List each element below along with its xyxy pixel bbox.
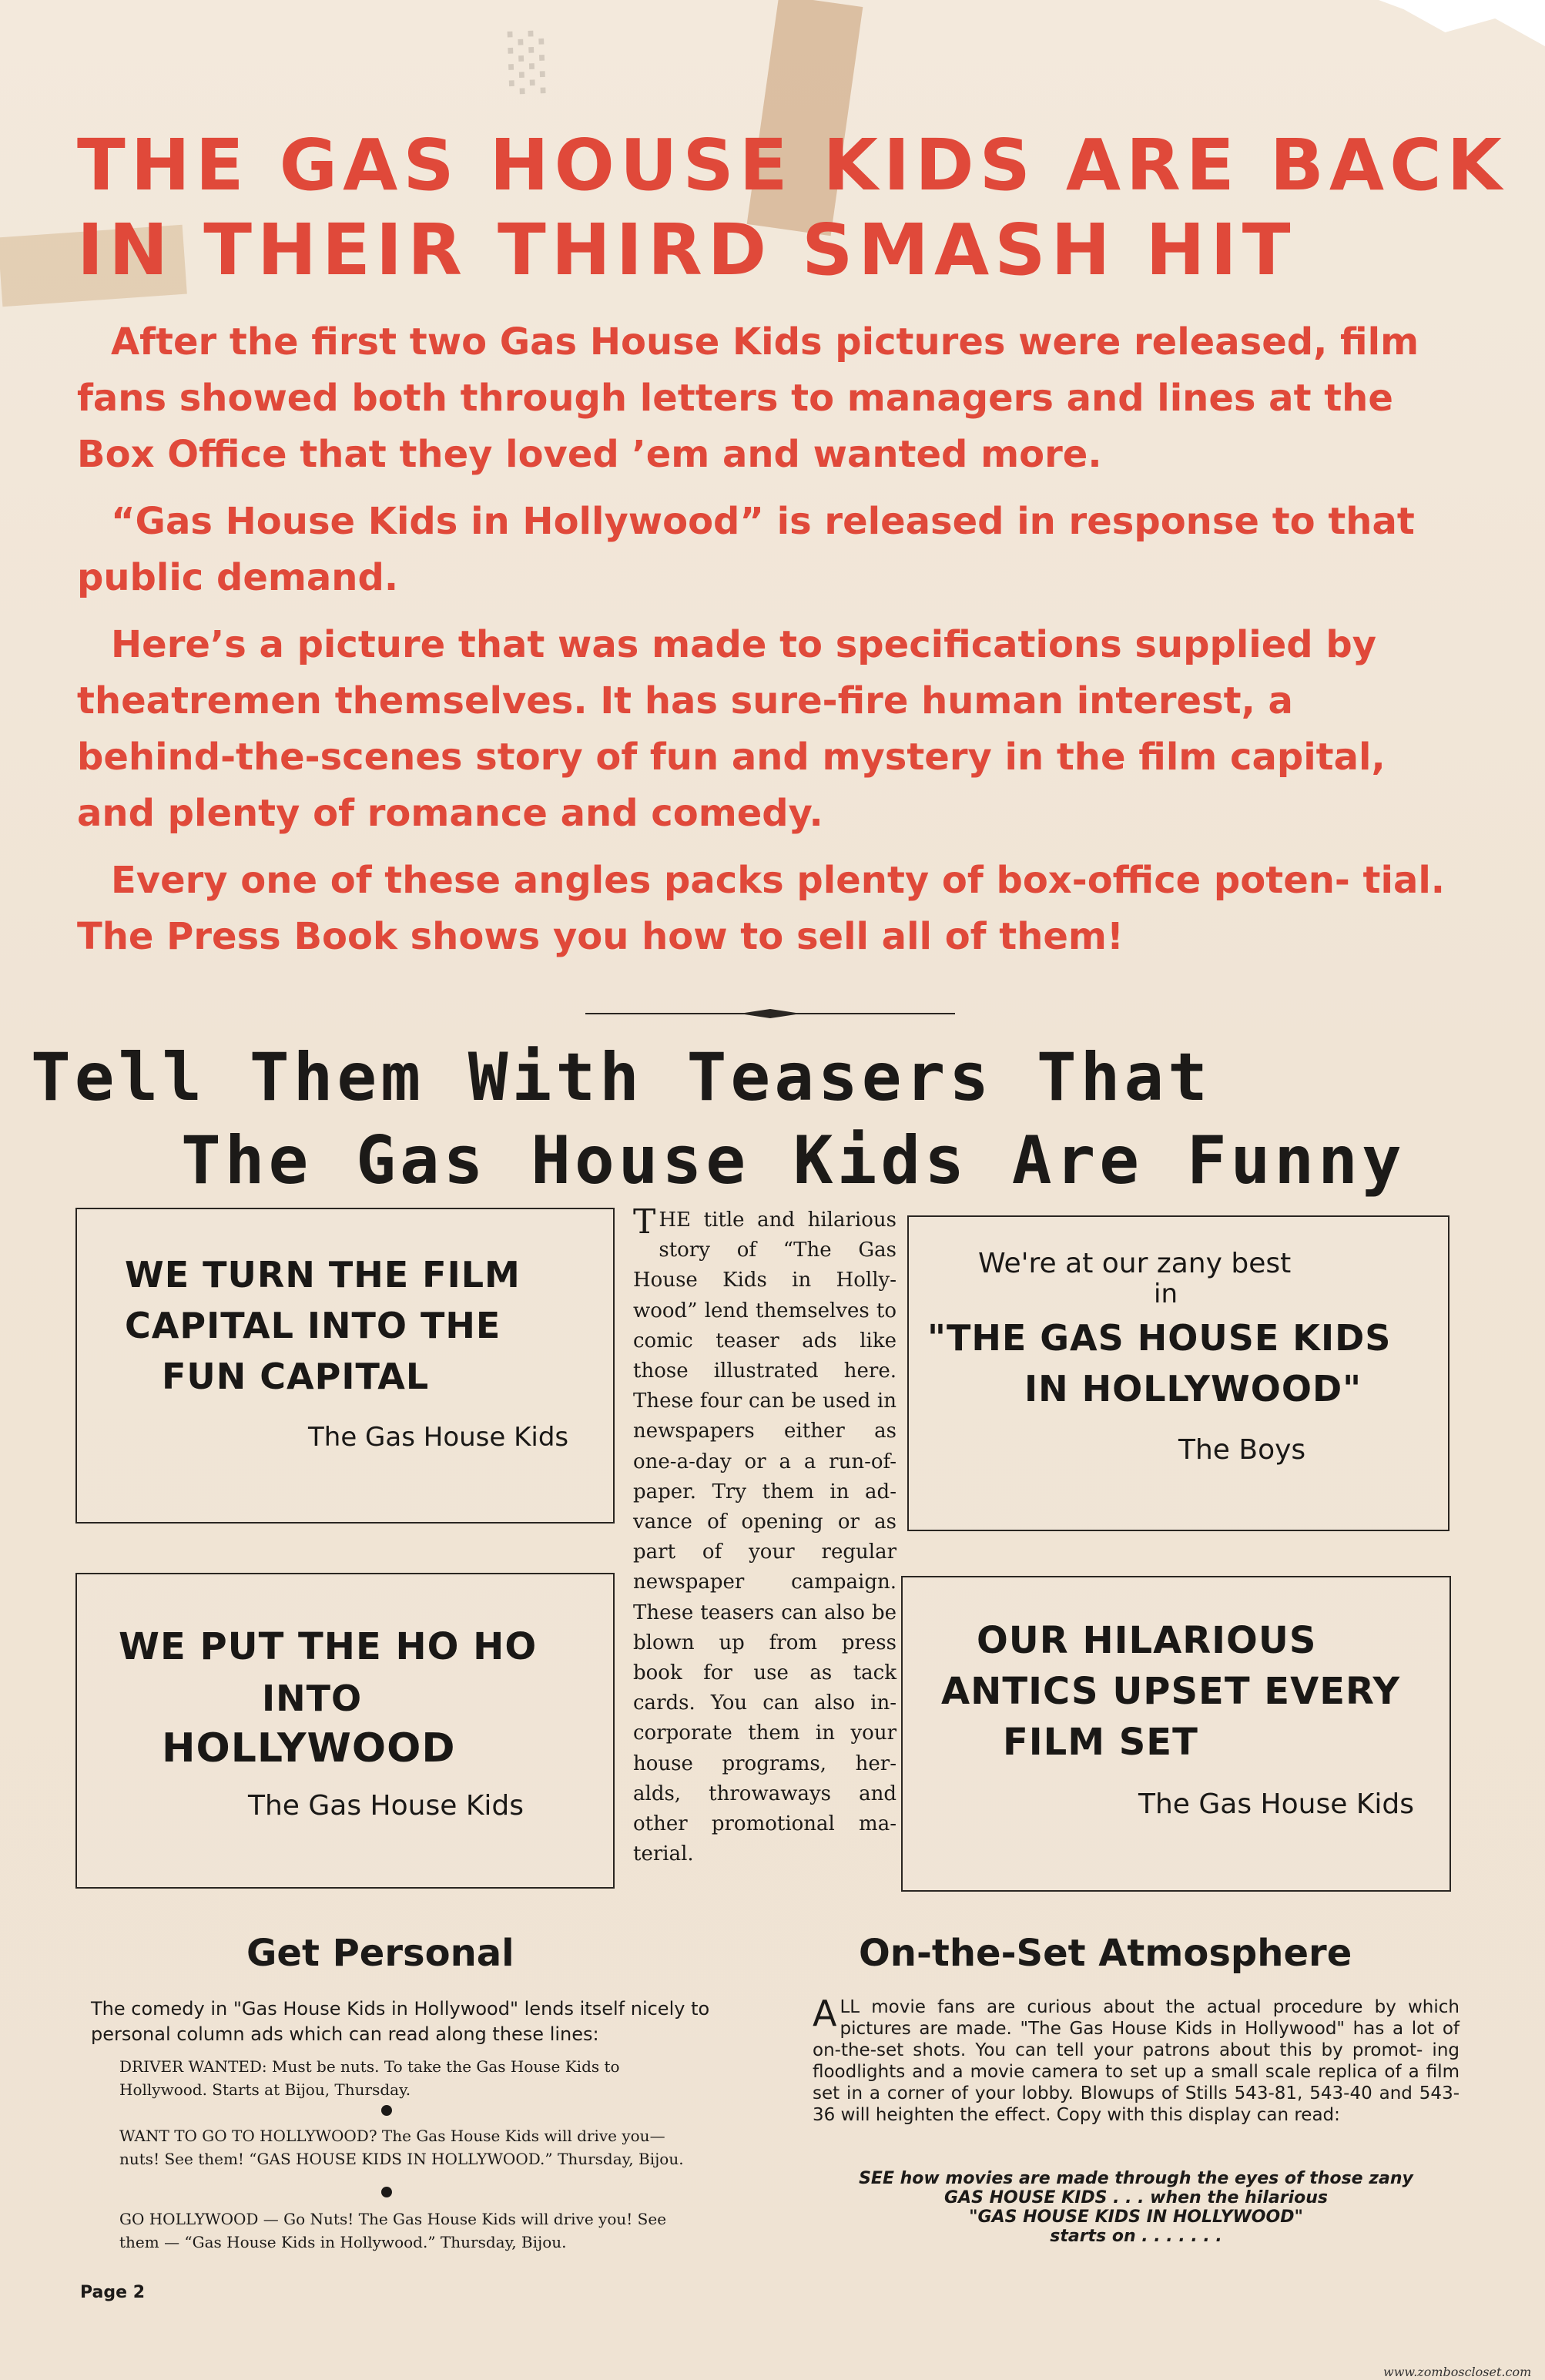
- intro-paragraph: “Gas House Kids in Hollywood” is released in response to that public demand.: [77, 500, 1415, 599]
- intro-paragraph: Every one of these angles packs plenty of box-office poten- tial. The Press Book shows you how to sell all of them!: [77, 859, 1446, 958]
- headline-line-2: IN THEIR THIRD SMASH HIT: [77, 209, 1296, 291]
- teasers-heading-line-1: Tell Them With Teasers That: [31, 1039, 1212, 1116]
- personal-ad: DRIVER WANTED: Must be nuts. To take the Gas House Kids to Hollywood. Starts at Bijou, Thursday.: [119, 2057, 620, 2099]
- on-the-set-body: LL movie fans are curious about the actual procedure by which pictures are made. "The Gas House Kids in Hollywood" has a lot of on-the-set shots. You can tell your patrons about this by promot- ing floodlights and a movie camera to set up a small scale replica of a film set in a corner of your lobby. Blowups of Stills 543-81, 543-40 and 543-36 will heighten the effect. Copy with this display can read:: [813, 1997, 1460, 2125]
- intro-text: [77, 314, 1463, 976]
- headline-line-1: THE GAS HOUSE KIDS ARE BACK: [77, 124, 1507, 206]
- teaser-text: WE PUT THE HO HO: [119, 1625, 538, 1668]
- teaser-signature: The Gas House Kids: [248, 1790, 524, 1822]
- teaser-text: ANTICS UPSET EVERY: [941, 1670, 1401, 1713]
- teaser-text: CAPITAL INTO THE: [125, 1305, 501, 1346]
- divider-ornament-icon: [739, 1009, 801, 1018]
- drop-cap: T: [633, 1202, 656, 1242]
- teaser-text: IN HOLLYWOOD": [1024, 1368, 1362, 1410]
- teaser-text: INTO: [262, 1678, 363, 1719]
- personal-ad: WANT TO GO TO HOLLYWOOD? The Gas House Kids will drive you—nuts! See them! “GAS HOUSE KIDS IN HOLLYWOOD.” Thursday, Bijou.: [119, 2127, 684, 2168]
- intro-paragraph: After the first two Gas House Kids pictures were released, film fans showed both through letters to managers and lines at the Box Office that they loved ’em and wanted more.: [77, 320, 1419, 476]
- page-headline: [77, 123, 1507, 293]
- display-line: GAS HOUSE KIDS . . . when the hilarious: [944, 2188, 1328, 2207]
- section-divider: [585, 1009, 955, 1018]
- teasers-description: [633, 1202, 897, 1869]
- display-line: "GAS HOUSE KIDS IN HOLLYWOOD": [969, 2207, 1303, 2227]
- bullet-icon: [381, 2105, 392, 2116]
- lobby-display-copy: [813, 2169, 1460, 2246]
- teaser-signature: The Boys: [1178, 1434, 1306, 1466]
- intro-paragraph: Here’s a picture that was made to specifications supplied by theatremen themselves. It has sure-fire human interest, a behind-the-scenes story of fun and mystery in the film capital, and plenty of romance and comedy.: [77, 623, 1386, 835]
- teaser-text: FUN CAPITAL: [162, 1356, 430, 1397]
- teasers-description-text: HE title and hilarious story of “The Gas House Kids in Holly- wood” lend themselves to comic teaser ads like those illustrated here. These four can be used in newspapers either as one-a-day or a a run-of- paper. Try them in ad- vance of opening or as part of your regular newspaper campaign. These teasers can also be blown up from press book for use as tack cards. You can also in- corporate them in your house programs, her- alds, throwaways and other promotional ma- terial.: [633, 1208, 897, 1866]
- teaser-text: WE TURN THE FILM: [125, 1254, 521, 1296]
- display-line: SEE how movies are made through the eyes of those zany: [859, 2169, 1413, 2188]
- teaser-ad-2: [907, 1215, 1449, 1531]
- get-personal-title: Get Personal: [246, 1932, 514, 1975]
- personal-ad: GO HOLLYWOOD — Go Nuts! The Gas House Kids will drive you! See them — “Gas House Kids in Hollywood.” Thursday, Bijou.: [119, 2210, 667, 2251]
- source-credit: www.zomboscloset.com: [1383, 2365, 1532, 2379]
- teaser-text: in: [1154, 1279, 1178, 1309]
- teasers-heading-line-2: The Gas House Kids Are Funny: [181, 1122, 1406, 1199]
- teaser-text: "THE GAS HOUSE KIDS: [927, 1317, 1392, 1359]
- teaser-ad-4: [901, 1576, 1451, 1892]
- teaser-ad-1: [75, 1208, 615, 1524]
- teaser-text: FILM SET: [1003, 1721, 1198, 1764]
- teaser-text: OUR HILARIOUS: [977, 1619, 1317, 1662]
- teaser-signature: The Gas House Kids: [308, 1422, 569, 1453]
- on-the-set-text: [813, 1993, 1460, 2126]
- on-the-set-title: On-the-Set Atmosphere: [859, 1932, 1352, 1975]
- teasers-heading: [31, 1036, 1494, 1202]
- bleed-through-text: ░: [507, 30, 551, 95]
- teaser-signature: The Gas House Kids: [1138, 1788, 1415, 1820]
- torn-corner: [1379, 0, 1545, 46]
- page-number: Page 2: [80, 2283, 146, 2302]
- teaser-ad-3: [75, 1573, 615, 1889]
- teaser-text: We're at our zany best: [978, 1248, 1292, 1279]
- get-personal-intro: The comedy in "Gas House Kids in Hollywood" lends itself nicely to personal column ads which can read along these lines:: [91, 1998, 710, 2045]
- teaser-text: HOLLYWOOD: [162, 1725, 456, 1772]
- drop-cap: A: [813, 1993, 837, 2034]
- display-line: starts on . . . . . . .: [1050, 2227, 1222, 2246]
- bullet-icon: [381, 2187, 392, 2197]
